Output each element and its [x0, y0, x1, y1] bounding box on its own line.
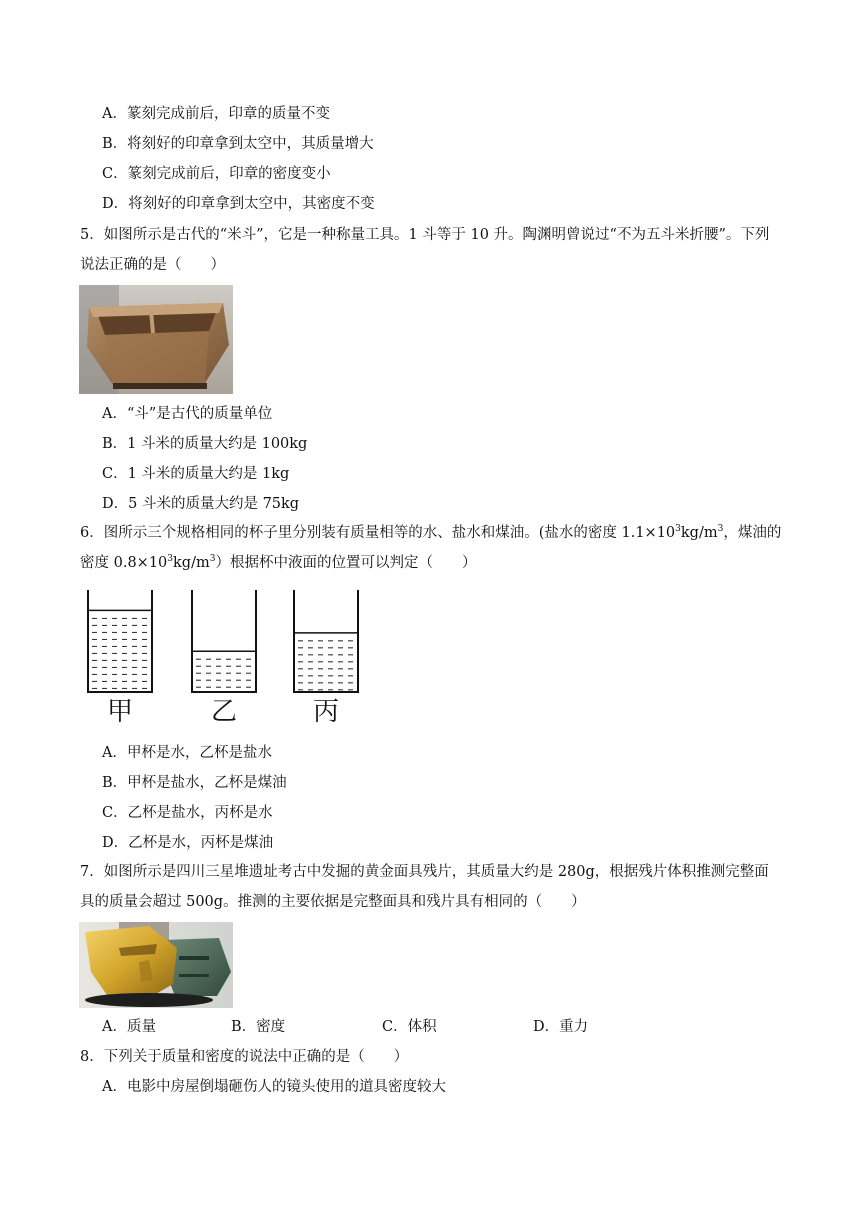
- q5-option-c: C．1 斗米的质量大约是 1kg: [102, 466, 290, 482]
- q6-stem-line2: 密度 $0.8\times 10^3kg/m^3$）根据杯中液面的位置可以判定（ ）: [80, 554, 477, 571]
- q7-option-c: C．体积: [382, 1019, 437, 1035]
- q5-stem-line1: 5．如图所示是古代的“米斗”，它是一种称量工具。1 斗等于 10 升。陶渊明曾说过“不为五斗米折腰”。下列: [80, 227, 770, 243]
- cup-label-jia: 甲: [106, 697, 133, 727]
- q6-option-a: A．甲杯是水，乙杯是盐水: [102, 745, 272, 761]
- q6-option-b: B．甲杯是盐水，乙杯是煤油: [102, 775, 287, 791]
- q6-option-d: D．乙杯是水，丙杯是煤油: [102, 835, 274, 851]
- q7-stem-line2: 具的质量会超过 500g。推测的主要依据是完整面具和残片具有相同的（ ）: [80, 894, 586, 910]
- q4-option-d: D．将刻好的印章拿到太空中，其密度不变: [102, 196, 375, 212]
- q7-option-a: A．质量: [102, 1019, 156, 1035]
- q5-option-d: D．5 斗米的质量大约是 75kg: [102, 496, 300, 512]
- cup-wall-0: [88, 590, 152, 692]
- q5-stem-line2: 说法正确的是（ ）: [80, 257, 225, 273]
- q5-option-a: A．“斗”是古代的质量单位: [102, 406, 273, 422]
- q4-option-b: B．将刻好的印章拿到太空中，其质量增大: [102, 136, 374, 152]
- q4-option-a: A．篆刻完成前后，印章的质量不变: [102, 106, 330, 122]
- q7-option-d: D．重力: [533, 1019, 589, 1035]
- q8-stem: 8．下列关于质量和密度的说法中正确的是（ ）: [80, 1049, 409, 1065]
- q8-option-a: A．电影中房屋倒塌砸伤人的镜头使用的道具密度较大: [102, 1079, 446, 1095]
- gold-mask-photo: [79, 922, 233, 1008]
- rice-measure-photo: [79, 285, 233, 394]
- cup-0: [88, 590, 152, 692]
- cup-label-yi: 乙: [210, 697, 237, 727]
- three-cups-diagram: [80, 585, 380, 700]
- q7-option-b: B．密度: [231, 1019, 286, 1035]
- q5-option-b: B．1 斗米的质量大约是 100kg: [102, 436, 308, 452]
- q6-option-c: C．乙杯是盐水，丙杯是水: [102, 805, 273, 821]
- cup-1: [192, 590, 256, 692]
- q4-option-c: C．篆刻完成前后，印章的密度变小: [102, 166, 331, 182]
- cup-label-bing: 丙: [312, 697, 339, 727]
- q7-stem-line1: 7．如图所示是四川三星堆遗址考古中发掘的黄金面具残片，其质量大约是 280g，根据残片体积推测完整面: [80, 864, 769, 880]
- q6-stem-line1: 6．图所示三个规格相同的杯子里分别装有质量相等的水、盐水和煤油。(盐水的密度 $1.1\times 10^3kg/m^3$，煤油的: [80, 524, 782, 541]
- cup-wall-1: [192, 590, 256, 692]
- cup-2: [294, 590, 358, 692]
